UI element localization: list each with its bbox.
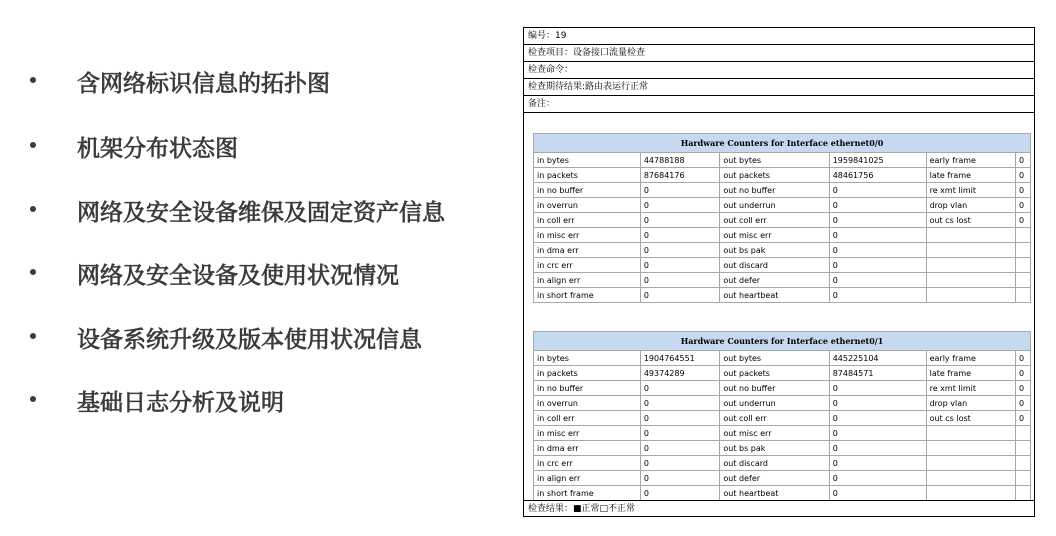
table-cell: out heartbeat xyxy=(720,486,829,501)
table-cell: 0 xyxy=(1016,351,1031,366)
table-cell: 0 xyxy=(1016,366,1031,381)
table-cell: 0 xyxy=(829,381,926,396)
table-row xyxy=(534,351,1031,366)
report-item: 检查项目：设备接口流量检查 xyxy=(524,45,1034,62)
table-cell: 0 xyxy=(829,456,926,471)
table-cell: in bytes xyxy=(534,351,641,366)
table-title: Hardware Counters for Interface ethernet0/0 xyxy=(534,134,1031,153)
report-result: 检查结果：■正常□不正常 xyxy=(524,500,1034,516)
table-cell: 0 xyxy=(829,273,926,288)
table-cell xyxy=(926,426,1015,441)
table-cell: drop vlan xyxy=(926,396,1015,411)
table-cell: out misc err xyxy=(720,426,829,441)
table-row xyxy=(534,213,1031,228)
table-cell: 0 xyxy=(640,441,720,456)
table-cell: 0 xyxy=(1016,411,1031,426)
table-cell: out underrun xyxy=(720,198,829,213)
table-cell xyxy=(926,441,1015,456)
table-cell xyxy=(926,258,1015,273)
table-row xyxy=(534,168,1031,183)
table-row xyxy=(534,198,1031,213)
table-cell: 0 xyxy=(640,243,720,258)
table-cell xyxy=(1016,471,1031,486)
table-cell: 0 xyxy=(640,381,720,396)
report-command: 检查命令： xyxy=(524,62,1034,79)
table-cell: re xmt limit xyxy=(926,183,1015,198)
report-expected: 检查期待结果:路由表运行正常 xyxy=(524,79,1034,96)
table-cell: out heartbeat xyxy=(720,288,829,303)
table-cell: 0 xyxy=(829,213,926,228)
table-cell: 0 xyxy=(829,471,926,486)
table-cell: 0 xyxy=(829,288,926,303)
table-row xyxy=(534,381,1031,396)
table-cell: 0 xyxy=(829,243,926,258)
table-cell: 0 xyxy=(640,288,720,303)
table-cell: in crc err xyxy=(534,258,641,273)
table-cell: in short frame xyxy=(534,486,641,501)
table-cell xyxy=(926,243,1015,258)
table-cell: 0 xyxy=(829,258,926,273)
table-cell: out underrun xyxy=(720,396,829,411)
table-cell: in bytes xyxy=(534,153,641,168)
table-cell: 0 xyxy=(829,396,926,411)
table-cell: 0 xyxy=(640,228,720,243)
table-cell: 87684176 xyxy=(640,168,720,183)
table-cell: out coll err xyxy=(720,411,829,426)
table-cell: in packets xyxy=(534,168,641,183)
table-row xyxy=(534,456,1031,471)
table-cell: 1904764551 xyxy=(640,351,720,366)
table-cell: 0 xyxy=(829,228,926,243)
table-row xyxy=(534,183,1031,198)
table-row xyxy=(534,258,1031,273)
table-cell: out discard xyxy=(720,456,829,471)
table-cell: in misc err xyxy=(534,228,641,243)
bullet-dot-icon xyxy=(30,206,36,212)
table-cell: out bs pak xyxy=(720,441,829,456)
table-cell: 0 xyxy=(829,183,926,198)
counters-table-ethernet0-1 xyxy=(533,331,1031,503)
table-cell xyxy=(926,228,1015,243)
table-cell xyxy=(1016,273,1031,288)
bullet-dot-icon xyxy=(30,396,36,402)
table-cell: early frame xyxy=(926,153,1015,168)
table-cell: 0 xyxy=(640,411,720,426)
table-row xyxy=(534,288,1031,303)
table-cell: 0 xyxy=(1016,153,1031,168)
table-cell: late frame xyxy=(926,168,1015,183)
table-row xyxy=(534,153,1031,168)
table-cell: 0 xyxy=(1016,381,1031,396)
table-cell xyxy=(926,486,1015,501)
table-cell: in misc err xyxy=(534,426,641,441)
table-cell: out no buffer xyxy=(720,183,829,198)
table-cell: in dma err xyxy=(534,243,641,258)
table-cell xyxy=(1016,426,1031,441)
table-cell: in short frame xyxy=(534,288,641,303)
table-cell: out discard xyxy=(720,258,829,273)
table-cell: 0 xyxy=(640,213,720,228)
table-cell: 49374289 xyxy=(640,366,720,381)
table-cell: 0 xyxy=(829,426,926,441)
table-cell: out bs pak xyxy=(720,243,829,258)
table-cell: in overrun xyxy=(534,396,641,411)
table-cell: 0 xyxy=(1016,198,1031,213)
counters-table-ethernet0-0 xyxy=(533,133,1031,305)
table-cell: 87484571 xyxy=(829,366,926,381)
table-cell: late frame xyxy=(926,366,1015,381)
table-cell: 1959841025 xyxy=(829,153,926,168)
bullet-dot-icon xyxy=(30,269,36,275)
table-cell: in align err xyxy=(534,471,641,486)
table-cell: 445225104 xyxy=(829,351,926,366)
table-cell: 0 xyxy=(640,456,720,471)
table-cell: out cs lost xyxy=(926,213,1015,228)
table-cell xyxy=(1016,441,1031,456)
table-cell: 0 xyxy=(640,273,720,288)
table-cell: in dma err xyxy=(534,441,641,456)
table-cell: out no buffer xyxy=(720,381,829,396)
table-cell: 0 xyxy=(829,198,926,213)
table-cell: 0 xyxy=(829,411,926,426)
table-cell: out cs lost xyxy=(926,411,1015,426)
report-remark: 备注： xyxy=(524,96,1034,113)
table-cell: 0 xyxy=(640,258,720,273)
table-cell: 0 xyxy=(829,486,926,501)
bullet-dot-icon xyxy=(30,142,36,148)
table-cell xyxy=(926,456,1015,471)
table-row xyxy=(534,471,1031,486)
table-cell: 0 xyxy=(1016,168,1031,183)
table-cell: out packets xyxy=(720,366,829,381)
table-cell: out packets xyxy=(720,168,829,183)
table-row xyxy=(534,441,1031,456)
table-cell xyxy=(926,288,1015,303)
table-cell xyxy=(926,471,1015,486)
table-cell: 0 xyxy=(1016,183,1031,198)
table-cell: early frame xyxy=(926,351,1015,366)
table-cell: in coll err xyxy=(534,411,641,426)
table-cell: 0 xyxy=(640,486,720,501)
table-row xyxy=(534,486,1031,501)
table-cell xyxy=(1016,243,1031,258)
table-cell xyxy=(1016,486,1031,501)
table-title: Hardware Counters for Interface ethernet0/1 xyxy=(534,332,1031,351)
table-cell xyxy=(1016,228,1031,243)
table-cell: in overrun xyxy=(534,198,641,213)
bullet-dot-icon xyxy=(30,333,36,339)
table-row xyxy=(534,426,1031,441)
table-cell: 0 xyxy=(640,396,720,411)
table-cell: 44788188 xyxy=(640,153,720,168)
table-cell: 0 xyxy=(640,183,720,198)
table-cell: in crc err xyxy=(534,456,641,471)
table-cell xyxy=(1016,456,1031,471)
table-cell: drop vlan xyxy=(926,198,1015,213)
table-cell: in packets xyxy=(534,366,641,381)
table-cell xyxy=(1016,258,1031,273)
table-cell: 48461756 xyxy=(829,168,926,183)
table-cell: 0 xyxy=(1016,213,1031,228)
bullet-dot-icon xyxy=(30,77,36,83)
table-cell xyxy=(926,273,1015,288)
table-cell: out bytes xyxy=(720,351,829,366)
table-cell: 0 xyxy=(640,426,720,441)
inspection-report xyxy=(523,27,1035,517)
table-cell: out defer xyxy=(720,273,829,288)
table-cell: out defer xyxy=(720,471,829,486)
table-cell: in coll err xyxy=(534,213,641,228)
table-row xyxy=(534,411,1031,426)
table-cell xyxy=(1016,288,1031,303)
table-cell: in no buffer xyxy=(534,381,641,396)
table-cell: re xmt limit xyxy=(926,381,1015,396)
table-cell: out coll err xyxy=(720,213,829,228)
table-row xyxy=(534,273,1031,288)
table-cell: 0 xyxy=(640,198,720,213)
table-cell: 0 xyxy=(1016,396,1031,411)
counters-table xyxy=(533,133,1031,303)
table-row xyxy=(534,366,1031,381)
table-cell: in no buffer xyxy=(534,183,641,198)
table-cell: 0 xyxy=(640,471,720,486)
counters-table xyxy=(533,331,1031,501)
table-cell: out misc err xyxy=(720,228,829,243)
table-cell: 0 xyxy=(829,441,926,456)
table-cell: in align err xyxy=(534,273,641,288)
table-row xyxy=(534,396,1031,411)
table-row xyxy=(534,243,1031,258)
table-row xyxy=(534,228,1031,243)
report-number: 编号：19 xyxy=(524,28,1034,45)
table-cell: out bytes xyxy=(720,153,829,168)
